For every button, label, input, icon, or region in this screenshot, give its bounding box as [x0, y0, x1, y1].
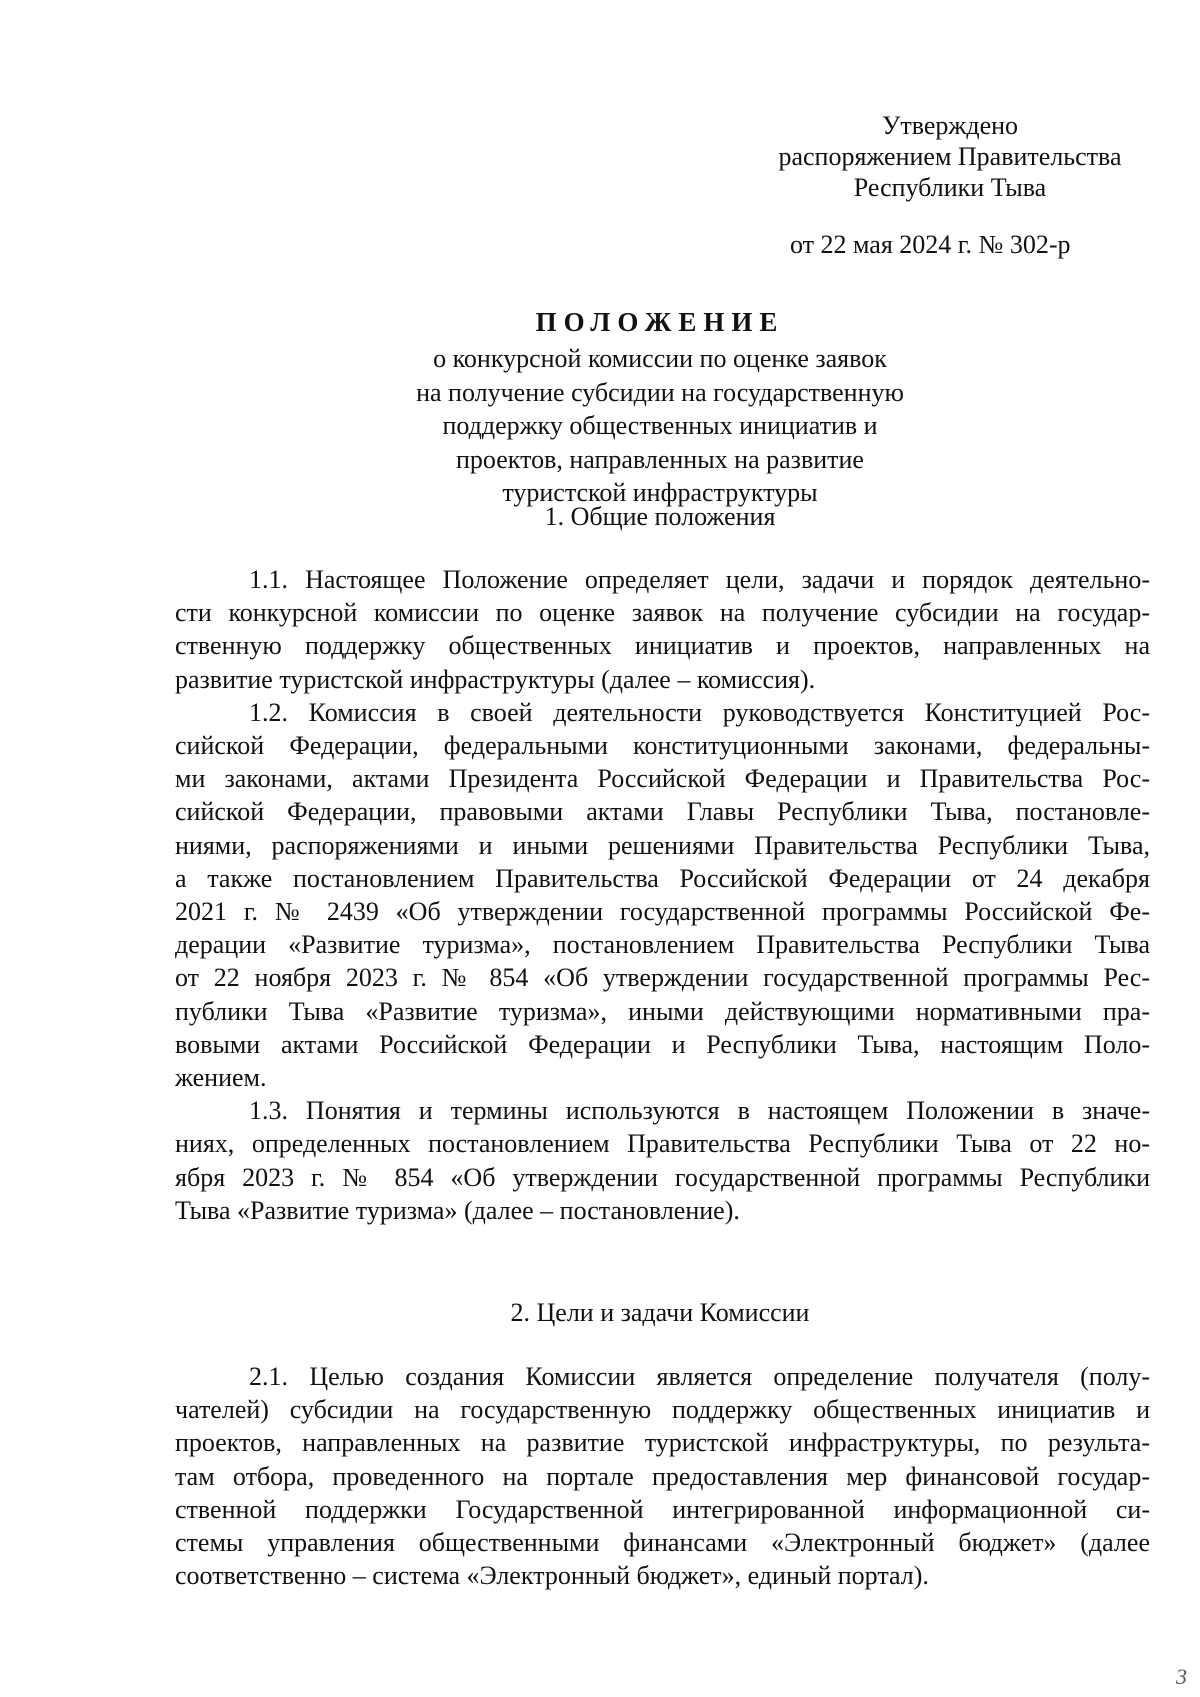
text-line: вовыми актами Российской Федерации и Республики Тыва, настоящим Поло- [175, 1029, 1150, 1059]
paragraph-1-1 [175, 563, 1150, 696]
text-line: от 22 ноября 2023 г. № 854 «Об утверждении государственной программы Рес- [175, 963, 1150, 993]
text-line: развитие туристской инфраструктуры (далее – комиссия). [175, 664, 816, 694]
text-line: чателей) субсидии на государственную поддержку общественных инициатив и [175, 1395, 1150, 1425]
text-line: ниях, определенных постановлением Правительства Республики Тыва от 22 но- [175, 1129, 1150, 1159]
text-line: жением. [175, 1063, 267, 1093]
text-line: ственной поддержки Государственной интегрированной информационной си- [175, 1494, 1150, 1524]
subtitle-line: о конкурсной комиссии по оценке заявок [433, 344, 887, 373]
subtitle-line: туристской инфраструктуры [502, 478, 818, 507]
text-line: ниями, распоряжениями и иными решениями Правительства Республики Тыва, [175, 830, 1150, 860]
paragraph-1-3 [175, 1094, 1150, 1227]
text-line: сийской Федерации, федеральными конституционными законами, федеральны- [175, 731, 1150, 761]
text-line: 1.3. Понятия и термины используются в настоящем Положении в значе- [249, 1096, 1150, 1126]
text-line: публики Тыва «Развитие туризма», иными действующими нормативными пра- [175, 996, 1150, 1026]
text-line: ми законами, актами Президента Российской Федерации и Правительства Рос- [175, 764, 1150, 794]
section-heading-general: 1. Общие положения [544, 502, 776, 531]
text-line: 1.2. Комиссия в своей деятельности руководствуется Конституцией Рос- [249, 697, 1150, 727]
text-line: дерации «Развитие туризма», постановлением Правительства Республики Тыва [175, 930, 1150, 960]
text-line: Тыва «Развитие туризма» (далее – постановление). [175, 1195, 740, 1225]
text-line: ственную поддержку общественных инициатив и проектов, направленных на [175, 631, 1150, 661]
approval-line-approved: Утверждено [881, 111, 1019, 140]
approval-date: от 22 мая 2024 г. № 302-р [790, 230, 1071, 259]
text-line: стемы управления общественными финансами «Электронный бюджет» (далее [175, 1528, 1150, 1558]
text-line: ября 2023 г. № 854 «Об утверждении государственной программы Республики [175, 1162, 1150, 1192]
subtitle-line: на получение субсидии на государственную [416, 377, 904, 407]
section-body-general [175, 563, 1150, 1227]
section-body-goals [175, 1360, 1150, 1592]
paragraph-2-1 [175, 1360, 1150, 1592]
text-line: соответственно – система «Электронный бюджет», единый портал). [175, 1561, 929, 1591]
text-line: там отбора, проведенного на портале предоставления мер финансовой государ- [175, 1461, 1150, 1491]
document-title: ПОЛОЖЕНИЕ [535, 307, 785, 337]
document-subtitle [160, 342, 1160, 510]
text-line: 2.1. Целью создания Комиссии является определение получателя (полу- [249, 1362, 1150, 1391]
approval-line-issuer: распоряжением Правительства [778, 142, 1122, 171]
text-line: сти конкурсной комиссии по оценке заявок на получение субсидии на государ- [175, 598, 1150, 628]
text-line: 1.1. Настоящее Положение определяет цели, задачи и порядок деятельно- [249, 565, 1150, 594]
page-number-mark: 3 [1176, 1664, 1187, 1689]
approval-stamp [740, 110, 1160, 203]
section-heading-goals: 2. Цели и задачи Комиссии [510, 1298, 810, 1327]
text-line: сийской Федерации, правовыми актами Главы Республики Тыва, постановле- [175, 797, 1150, 827]
text-line: а также постановлением Правительства Российской Федерации от 24 декабря [175, 863, 1150, 893]
paragraph-1-2 [175, 696, 1150, 1094]
approval-line-republic: Республики Тыва [853, 173, 1047, 202]
subtitle-line: поддержку общественных инициатив и [442, 411, 878, 440]
subtitle-line: проектов, направленных на развитие [456, 444, 864, 474]
text-line: проектов, направленных на развитие туристской инфраструктуры, по результа- [175, 1428, 1150, 1458]
text-line: 2021 г. № 2439 «Об утверждении государственной программы Российской Фе- [175, 897, 1150, 927]
